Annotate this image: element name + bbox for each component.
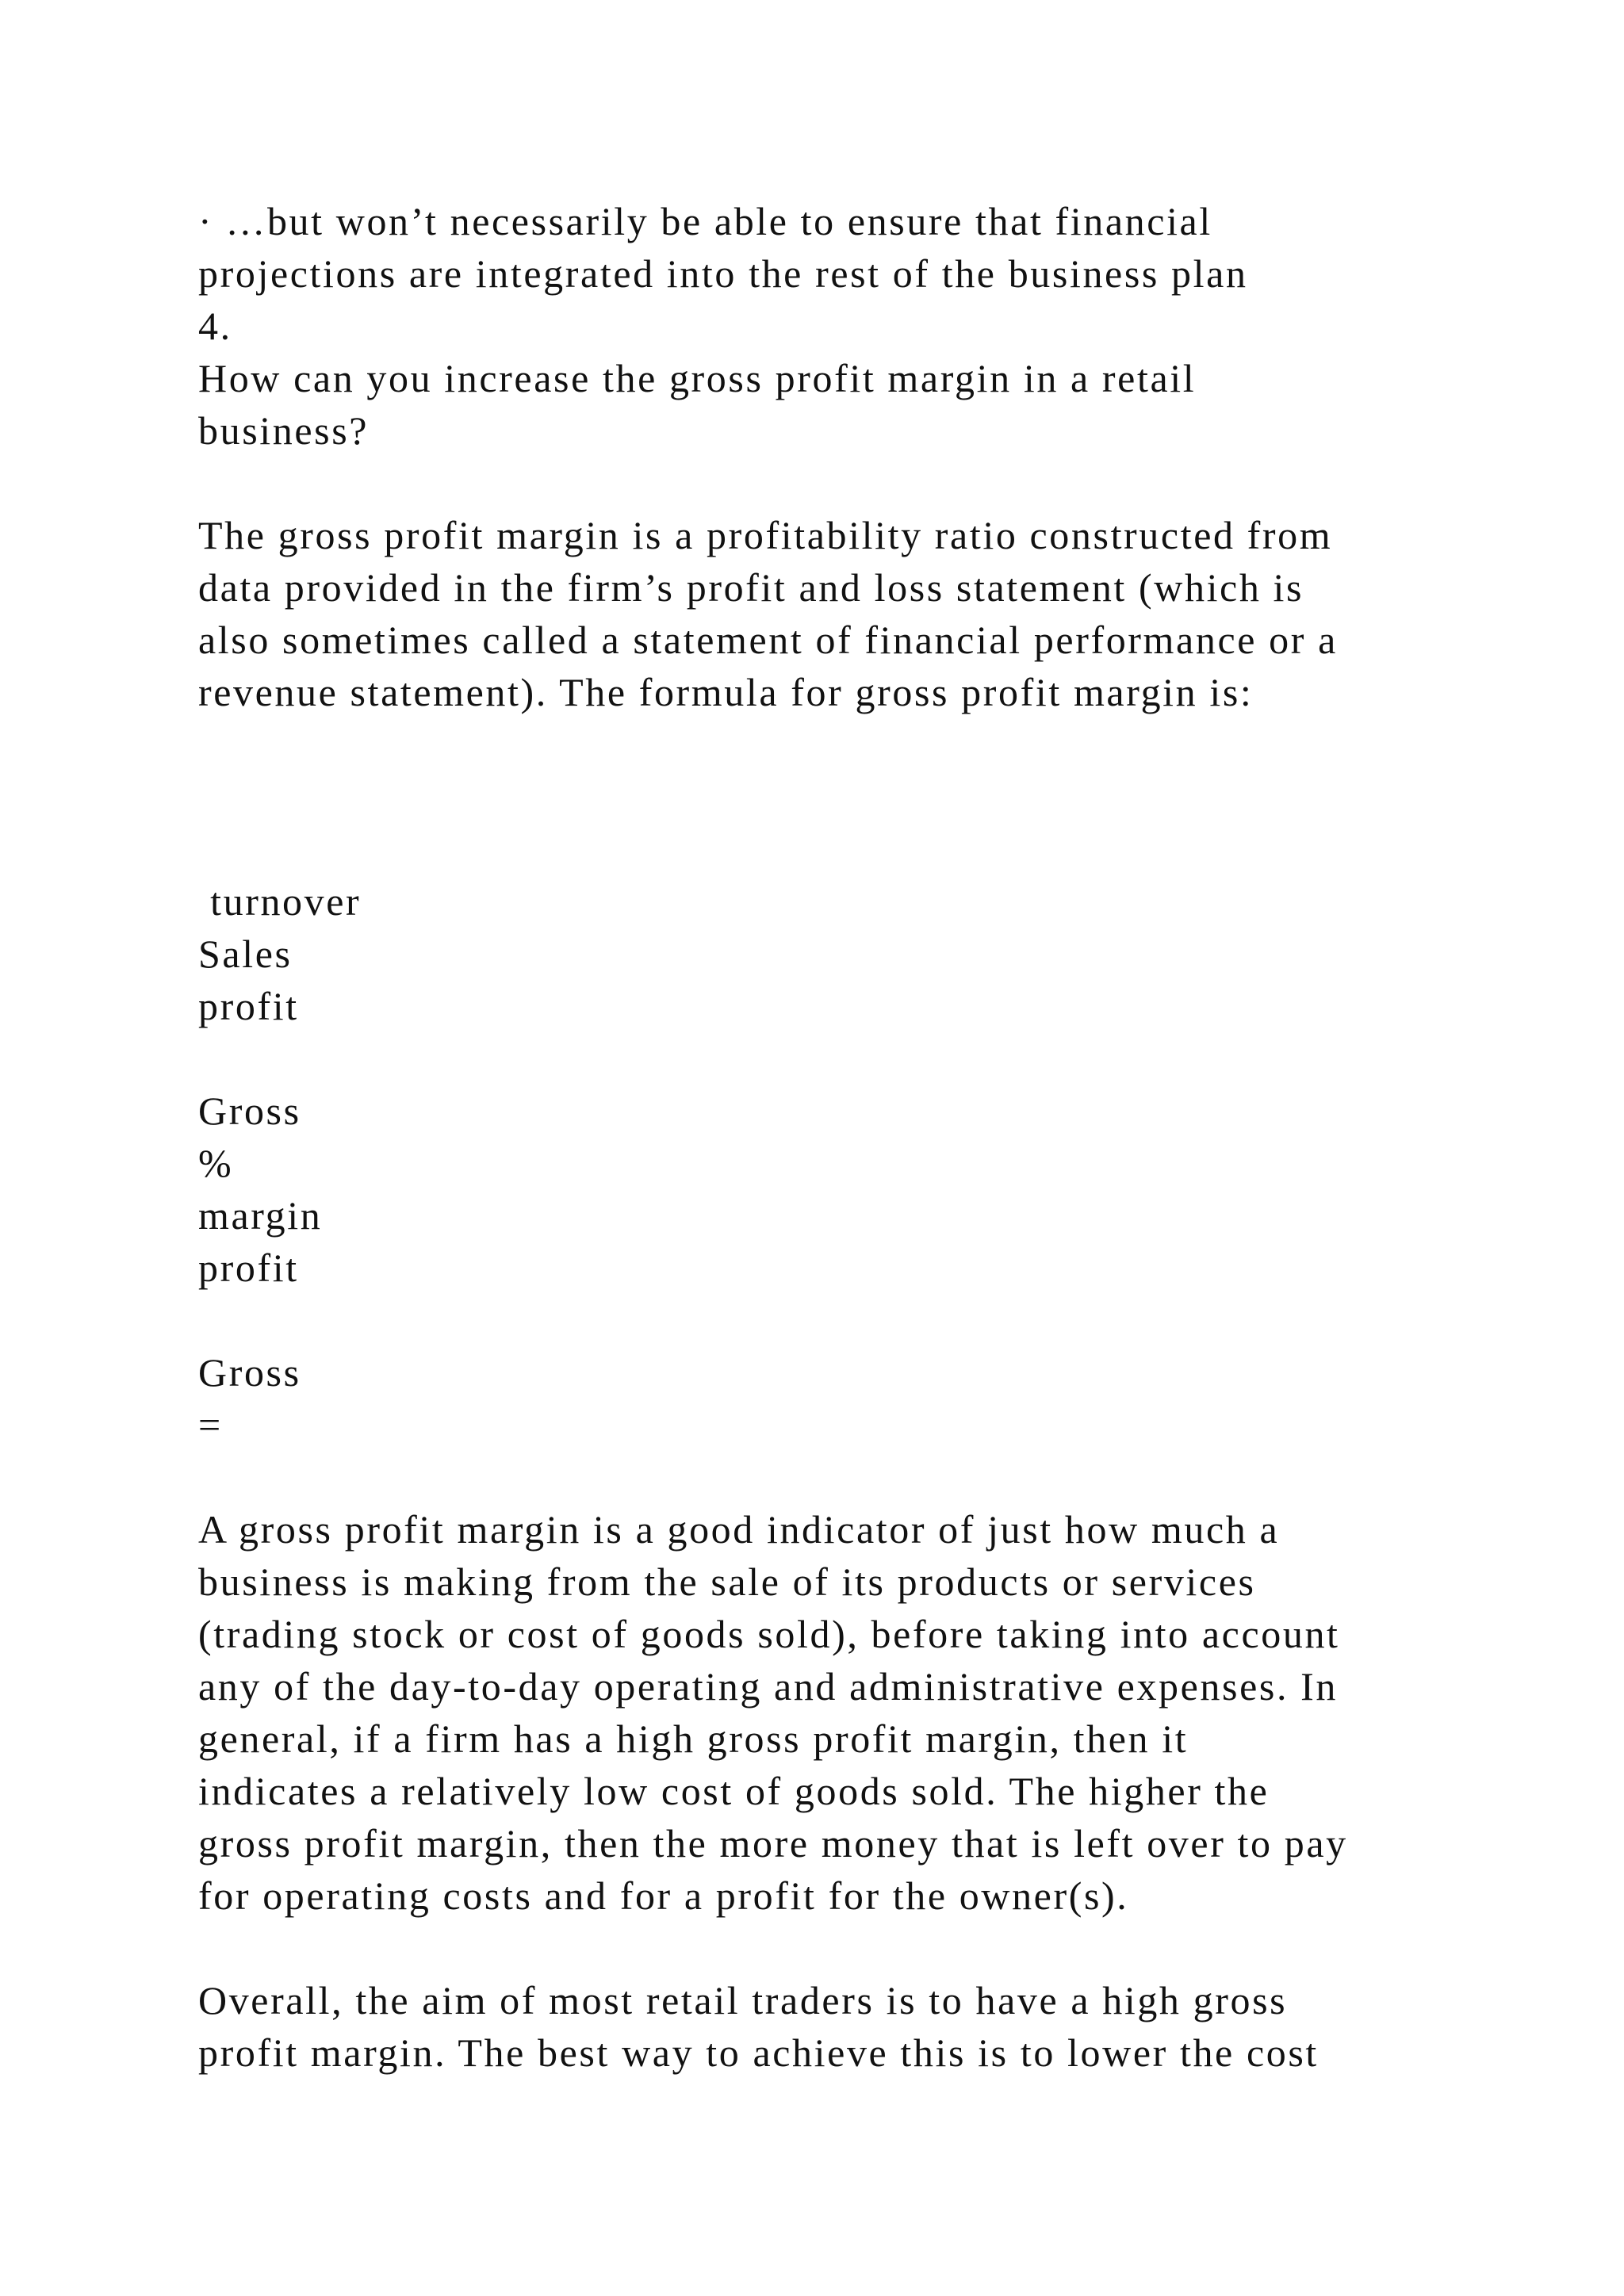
paragraph-line: profit margin. The best way to achieve this is to lower the cost	[198, 2030, 1319, 2075]
question-line: How can you increase the gross profit margin in a retail	[198, 356, 1197, 400]
formula-line: Sales	[198, 932, 293, 976]
question-number: 4.	[198, 304, 232, 348]
paragraph-line: (trading stock or cost of goods sold), before taking into account	[198, 1612, 1340, 1656]
formula-line	[198, 1032, 1507, 1085]
paragraph-line: The gross profit margin is a profitability ratio constructed from	[198, 513, 1333, 557]
paragraph-spacer	[198, 771, 1507, 823]
formula-line: turnover	[198, 879, 362, 924]
paragraph-line: any of the day-to-day operating and administrative expenses. In	[198, 1664, 1338, 1709]
formula-line: =	[198, 1402, 223, 1447]
paragraph-spacer	[198, 823, 1507, 875]
intro-line: projections are integrated into the rest of the business plan	[198, 251, 1248, 296]
formula-line	[198, 1294, 1507, 1346]
paragraph-line: business is making from the sale of its products or services	[198, 1559, 1256, 1604]
paragraph-line: data provided in the firm’s profit and loss statement (which is	[198, 565, 1304, 610]
question-line: business?	[198, 408, 370, 453]
formula-line: profit	[198, 984, 299, 1028]
formula-line: Gross	[198, 1350, 301, 1395]
paragraph-line: general, if a firm has a high gross profit margin, then it	[198, 1716, 1189, 1761]
document-text	[198, 195, 1507, 2079]
paragraph-line: Overall, the aim of most retail traders is to have a high gross	[198, 1978, 1288, 2022]
paragraph-line: also sometimes called a statement of financial performance or a	[198, 618, 1338, 662]
formula-line: %	[198, 1141, 234, 1185]
paragraph-spacer	[198, 1922, 1507, 1974]
formula-line: margin	[198, 1193, 323, 1238]
paragraph-spacer	[198, 718, 1507, 771]
paragraph-spacer	[198, 457, 1507, 509]
paragraph-line: revenue statement). The formula for gross profit margin is:	[198, 670, 1254, 714]
paragraph-line: indicates a relatively low cost of goods sold. The higher the	[198, 1769, 1270, 1813]
paragraph-line: A gross profit margin is a good indicator of just how much a	[198, 1507, 1280, 1552]
intro-line: · …but won’t necessarily be able to ensure that financial	[198, 199, 1212, 243]
formula-line: Gross	[198, 1089, 301, 1133]
paragraph-line: for operating costs and for a profit for the owner(s).	[198, 1873, 1129, 1918]
paragraph-line: gross profit margin, then the more money that is left over to pay	[198, 1821, 1348, 1866]
formula-line: profit	[198, 1246, 299, 1290]
paragraph-spacer	[198, 1451, 1507, 1503]
